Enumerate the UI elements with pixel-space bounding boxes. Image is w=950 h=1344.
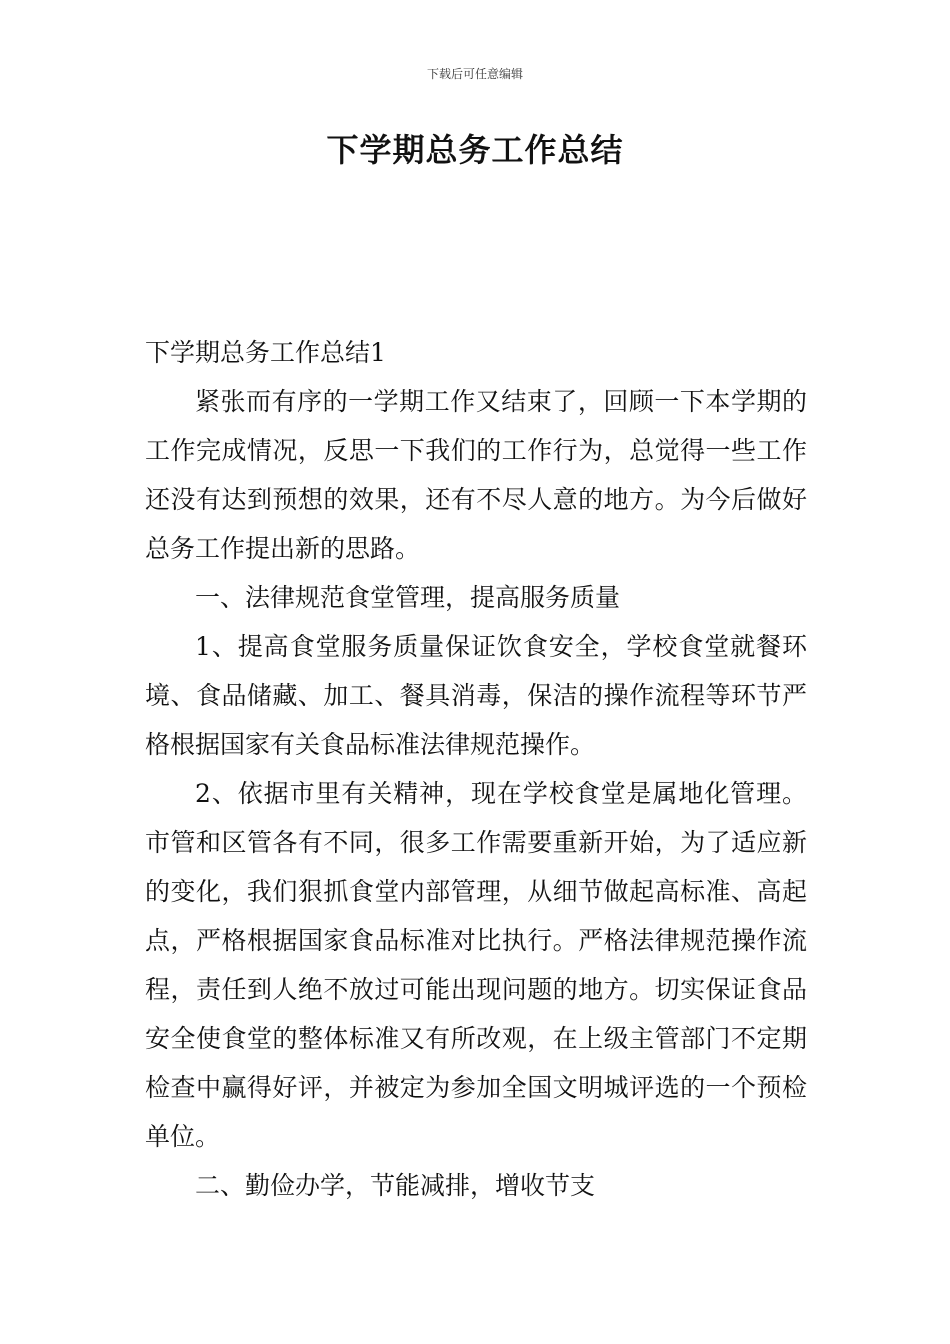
section-two-heading: 二、勤俭办学，节能减排，增收节支 — [195, 1171, 596, 1200]
intro-paragraph: 紧张而有序的一学期工作又结束了，回顾一下本学期的工作完成情况，反思一下我们的工作行为，总觉得一些工作还没有达到预想的效果，还有不尽人意的地方。为今后做好总务工作提出新的思路。 — [145, 387, 807, 563]
item-two-paragraph: 2、依据市里有关精神，现在学校食堂是属地化管理。市管和区管各有不同，很多工作需要重新开始，为了适应新的变化，我们狠抓食堂内部管理，从细节做起高标准、高起点，严格根据国家食品标准对比执行。严格法律规范操作流程，责任到人绝不放过可能出现问题的地方。切实保证食品安全使食堂的整体标准又有所改观，在上级主管部门不定期检查中赢得好评，并被定为参加全国文明城评选的一个预检单位。 — [145, 779, 807, 1151]
section-one-heading: 一、法律规范食堂管理，提高服务质量 — [195, 583, 621, 612]
header-note: 下载后可任意编辑 — [426, 67, 523, 81]
document-body — [145, 328, 807, 1210]
item-one-paragraph: 1、提高食堂服务质量保证饮食安全，学校食堂就餐环境、食品储藏、加工、餐具消毒，保洁的操作流程等环节严格根据国家有关食品标准法律规范操作。 — [145, 632, 807, 759]
document-title: 下学期总务工作总结 — [326, 131, 624, 169]
section-heading: 下学期总务工作总结1 — [145, 338, 386, 367]
